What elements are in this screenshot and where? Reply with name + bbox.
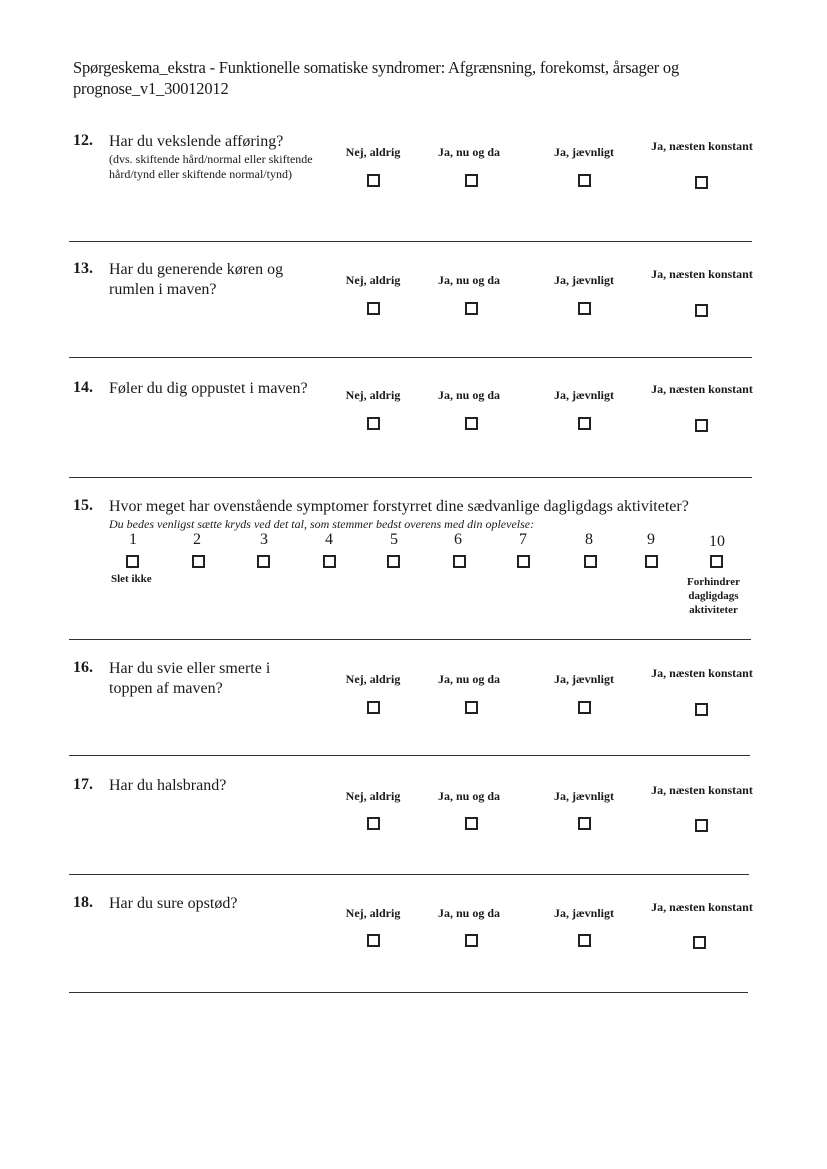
- checkbox-never[interactable]: [367, 701, 380, 714]
- checkbox-sometimes[interactable]: [465, 701, 478, 714]
- option-label-constant: Ja, næsten konstant: [651, 900, 753, 914]
- scale-number: 9: [647, 531, 655, 548]
- option-label-often: Ja, jævnligt: [554, 906, 614, 920]
- option-label-never: Nej, aldrig: [345, 906, 401, 920]
- checkbox-sometimes[interactable]: [465, 934, 478, 947]
- scale-number: 6: [454, 531, 462, 548]
- scale-checkbox-6[interactable]: [453, 555, 466, 568]
- scale-checkbox-1[interactable]: [126, 555, 139, 568]
- question-text: Har du svie eller smerte i toppen af maven?: [109, 660, 271, 697]
- scale-checkbox-10[interactable]: [710, 555, 723, 568]
- option-label-often: Ja, jævnligt: [554, 789, 614, 803]
- scale-checkbox-2[interactable]: [192, 555, 205, 568]
- checkbox-constant[interactable]: [693, 936, 706, 949]
- question-number: 15.: [73, 497, 93, 514]
- question-number: 17.: [73, 776, 93, 793]
- scale-low-label: Slet ikke: [111, 573, 152, 585]
- checkbox-sometimes[interactable]: [465, 302, 478, 315]
- checkbox-never[interactable]: [367, 934, 380, 947]
- question-number: 13.: [73, 260, 93, 277]
- divider: [69, 357, 752, 358]
- question-text: Har du generende køren og rumlen i maven?: [109, 261, 284, 298]
- checkbox-never[interactable]: [367, 817, 380, 830]
- question-text: Har du halsbrand?: [109, 777, 227, 794]
- option-label-never: Nej, aldrig: [345, 388, 401, 402]
- option-label-sometimes: Ja, nu og da: [437, 906, 501, 920]
- option-label-constant: Ja, næsten konstant: [651, 267, 753, 281]
- option-label-never: Nej, aldrig: [345, 789, 401, 803]
- checkbox-never[interactable]: [367, 417, 380, 430]
- question-number: 18.: [73, 894, 93, 911]
- scale-checkbox-9[interactable]: [645, 555, 658, 568]
- scale-checkbox-7[interactable]: [517, 555, 530, 568]
- scale-checkbox-5[interactable]: [387, 555, 400, 568]
- scale-checkbox-8[interactable]: [584, 555, 597, 568]
- option-label-constant: Ja, næsten konstant: [651, 139, 753, 153]
- page-title: Spørgeskema_ekstra - Funktionelle somatiske syndromer: Afgrænsning, forekomst, årsager og prognose_v1_30012012: [73, 58, 680, 98]
- scale-number: 4: [325, 531, 333, 548]
- question-instruction: Du bedes venligst sætte kryds ved det tal, som stemmer bedst overens med din oplevelse:: [109, 517, 535, 531]
- checkbox-often[interactable]: [578, 302, 591, 315]
- scale-number: 5: [390, 531, 398, 548]
- option-label-constant: Ja, næsten konstant: [651, 783, 753, 797]
- checkbox-never[interactable]: [367, 302, 380, 315]
- option-label-often: Ja, jævnligt: [554, 672, 614, 686]
- option-label-often: Ja, jævnligt: [554, 145, 614, 159]
- option-label-sometimes: Ja, nu og da: [437, 789, 501, 803]
- divider: [69, 639, 751, 640]
- scale-number: 3: [260, 531, 268, 548]
- question-text: Hvor meget har ovenstående symptomer forstyrret dine sædvanlige dagligdags aktiviteter?: [109, 498, 689, 515]
- scale-number: 1: [129, 531, 137, 548]
- scale-number: 10: [709, 533, 725, 550]
- question-number: 14.: [73, 379, 93, 396]
- checkbox-often[interactable]: [578, 174, 591, 187]
- option-label-never: Nej, aldrig: [345, 672, 401, 686]
- scale-checkbox-4[interactable]: [323, 555, 336, 568]
- divider: [69, 241, 752, 242]
- checkbox-sometimes[interactable]: [465, 817, 478, 830]
- checkbox-often[interactable]: [578, 701, 591, 714]
- scale-number: 2: [193, 531, 201, 548]
- scale-number: 7: [519, 531, 527, 548]
- option-label-sometimes: Ja, nu og da: [437, 672, 501, 686]
- question-number: 12.: [73, 132, 93, 149]
- question-text: Føler du dig oppustet i maven?: [109, 380, 308, 397]
- checkbox-constant[interactable]: [695, 304, 708, 317]
- checkbox-constant[interactable]: [695, 176, 708, 189]
- option-label-sometimes: Ja, nu og da: [437, 273, 501, 287]
- scale-checkbox-3[interactable]: [257, 555, 270, 568]
- question-text: Har du vekslende afføring?: [109, 133, 284, 150]
- option-label-never: Nej, aldrig: [345, 273, 401, 287]
- checkbox-constant[interactable]: [695, 703, 708, 716]
- checkbox-often[interactable]: [578, 417, 591, 430]
- checkbox-often[interactable]: [578, 817, 591, 830]
- divider: [69, 477, 752, 478]
- scale-number: 8: [585, 531, 593, 548]
- option-label-never: Nej, aldrig: [345, 145, 401, 159]
- option-label-often: Ja, jævnligt: [554, 388, 614, 402]
- option-label-often: Ja, jævnligt: [554, 273, 614, 287]
- divider: [69, 992, 748, 993]
- option-label-constant: Ja, næsten konstant: [651, 382, 753, 396]
- option-label-sometimes: Ja, nu og da: [437, 145, 501, 159]
- checkbox-sometimes[interactable]: [465, 174, 478, 187]
- checkbox-often[interactable]: [578, 934, 591, 947]
- option-label-constant: Ja, næsten konstant: [651, 666, 753, 680]
- divider: [69, 874, 749, 875]
- divider: [69, 755, 750, 756]
- checkbox-constant[interactable]: [695, 819, 708, 832]
- checkbox-sometimes[interactable]: [465, 417, 478, 430]
- option-label-sometimes: Ja, nu og da: [437, 388, 501, 402]
- checkbox-constant[interactable]: [695, 419, 708, 432]
- scale-high-label: Forhindrer dagligdags aktiviteter: [687, 576, 740, 616]
- checkbox-never[interactable]: [367, 174, 380, 187]
- question-number: 16.: [73, 659, 93, 676]
- question-text: Har du sure opstød?: [109, 895, 238, 912]
- question-note: (dvs. skiftende hård/normal eller skiftende hård/tynd eller skiftende normal/tynd): [109, 152, 313, 181]
